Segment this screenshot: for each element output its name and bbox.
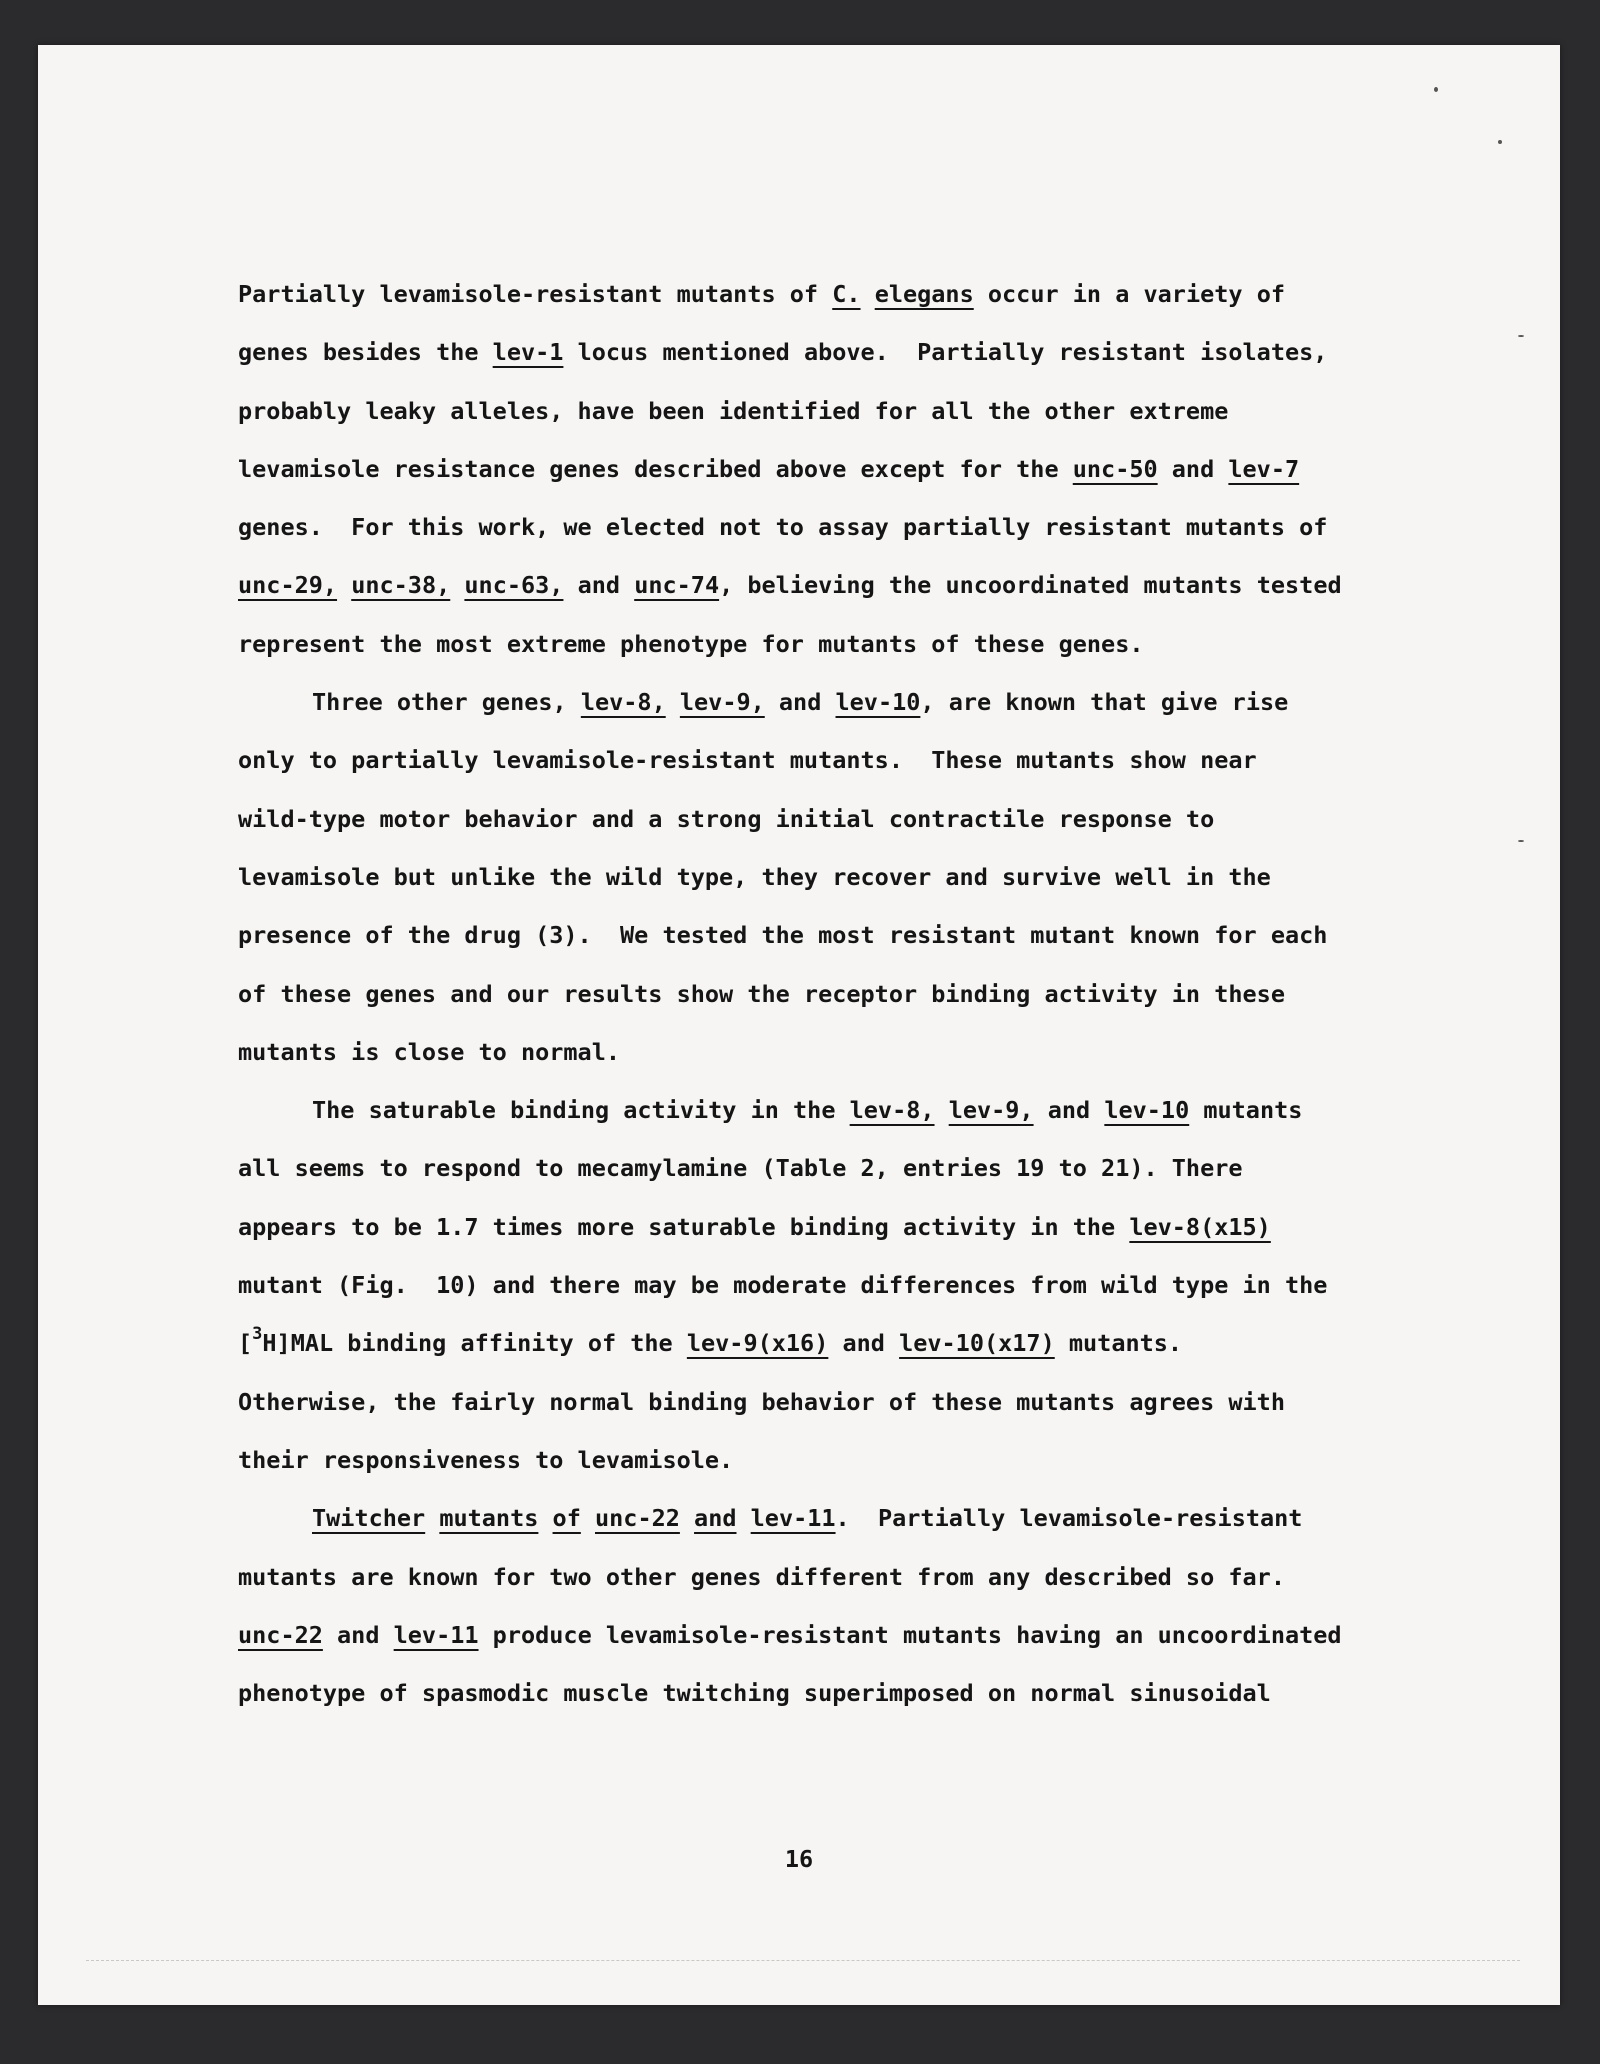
text-line: appears to be 1.7 times more saturable binding activity in the lev-8(x15) — [238, 1212, 1271, 1241]
text-line: levamisole but unlike the wild type, they recover and survive well in the — [238, 862, 1271, 891]
text-line: Otherwise, the fairly normal binding behavior of these mutants agrees with — [238, 1387, 1285, 1416]
text-line: Partially levamisole-resistant mutants of C. elegans occur in a variety of — [238, 280, 1285, 308]
text-line: genes. For this work, we elected not to assay partially resistant mutants of — [238, 513, 1328, 542]
text-line: phenotype of spasmodic muscle twitching superimposed on normal sinusoidal — [238, 1679, 1271, 1708]
paper-speck — [1498, 140, 1502, 144]
paper-speck — [1518, 840, 1524, 842]
text-line: levamisole resistance genes described above except for the unc-50 and lev-7 — [238, 454, 1300, 483]
gene-name: lev-11 — [750, 1504, 836, 1533]
gene-name: unc-38, — [351, 571, 451, 600]
allele-name: lev-8(x15) — [1129, 1212, 1271, 1241]
text-line: The saturable binding activity in the lev-8, lev-9, and lev-10 mutants — [312, 1096, 1303, 1125]
body-text — [238, 265, 1438, 1722]
section-heading-word: of — [552, 1504, 581, 1533]
species-name: elegans — [874, 280, 974, 308]
gene-name: unc-29, — [238, 571, 338, 600]
text-line: only to partially levamisole-resistant mutants. These mutants show near — [238, 746, 1257, 775]
text-line: [$^3$H]MAL binding affinity of the lev-9(x16) and lev-10(x17) mutants. — [238, 1324, 1183, 1358]
text-line: Twitcher mutants of unc-22 and lev-11. Partially levamisole-resistant — [312, 1504, 1303, 1533]
section-heading-word: and — [694, 1504, 737, 1533]
section-heading-word: Twitcher — [312, 1504, 426, 1533]
gene-name: unc-74 — [634, 571, 720, 600]
text-line: mutant (Fig. 10) and there may be moderate differences from wild type in the — [238, 1271, 1328, 1300]
text-line: unc-29, unc-38, unc-63, and unc-74, believing the uncoordinated mutants tested — [238, 571, 1342, 600]
gene-name: unc-63, — [464, 571, 564, 600]
allele-name: lev-9(x16) — [686, 1329, 829, 1358]
document-page — [38, 45, 1560, 2005]
text-line: their responsiveness to levamisole. — [238, 1445, 734, 1474]
allele-name: lev-10(x17) — [899, 1329, 1055, 1358]
page-number: 16 — [784, 1845, 814, 1873]
gene-name: unc-22 — [595, 1504, 680, 1533]
section-heading-word: mutants — [439, 1504, 539, 1533]
paper-speck — [1518, 335, 1524, 337]
gene-name: lev-11 — [393, 1620, 479, 1649]
text-line: all seems to respond to mecamylamine (Table 2, entries 19 to 21). There — [238, 1154, 1243, 1183]
gene-name: lev-10 — [835, 688, 921, 717]
gene-name: lev-10 — [1104, 1096, 1190, 1125]
text-line: mutants is close to normal. — [238, 1037, 621, 1066]
page-edge-line — [86, 1960, 1520, 1961]
text-line: presence of the drug (3). We tested the most resistant mutant known for each — [238, 921, 1328, 950]
gene-name: unc-22 — [238, 1620, 323, 1649]
gene-name: lev-9, — [948, 1096, 1034, 1125]
gene-name: unc-50 — [1072, 454, 1158, 483]
paper-speck — [1434, 87, 1438, 92]
text-line: mutants are known for two other genes different from any described so far. — [238, 1562, 1285, 1591]
gene-name: lev-1 — [492, 338, 564, 367]
gene-name: lev-8, — [849, 1096, 935, 1125]
gene-name: lev-7 — [1228, 454, 1300, 483]
gene-name: lev-8, — [580, 688, 666, 717]
text-line: probably leaky alleles, have been identified for all the other extreme — [238, 396, 1229, 425]
text-line: wild-type motor behavior and a strong initial contractile response to — [238, 804, 1215, 833]
species-genus: C. — [832, 280, 861, 308]
text-line: genes besides the lev-1 locus mentioned above. Partially resistant isolates, — [238, 338, 1328, 367]
text-line: unc-22 and lev-11 produce levamisole-resistant mutants having an uncoordinated — [238, 1620, 1342, 1649]
text-line: of these genes and our results show the receptor binding activity in these — [238, 979, 1285, 1008]
gene-name: lev-9, — [679, 688, 765, 717]
text-line: Three other genes, lev-8, lev-9, and lev-10, are known that give rise — [312, 688, 1289, 717]
text-line: represent the most extreme phenotype for mutants of these genes. — [238, 629, 1144, 658]
superscript: 3 — [252, 1324, 263, 1345]
